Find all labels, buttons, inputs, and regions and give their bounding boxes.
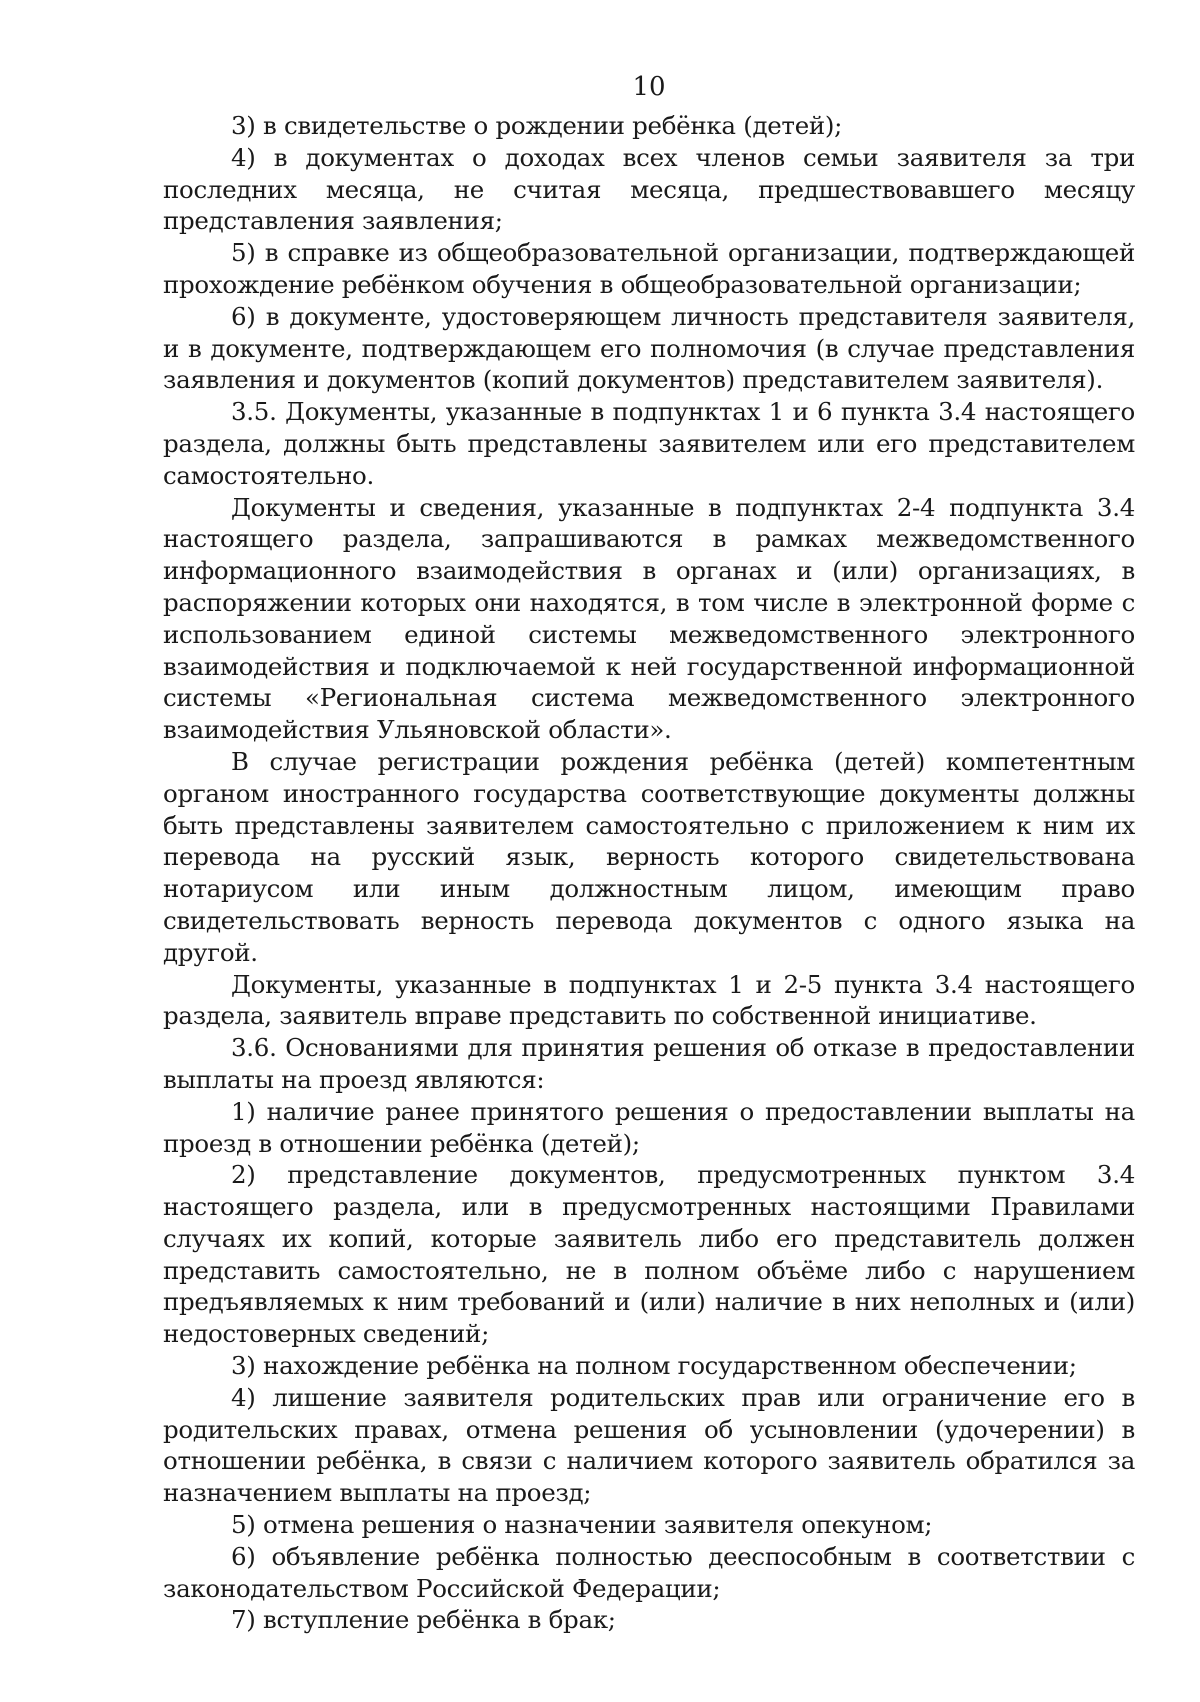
- clause-3-6: 3.6. Основаниями для принятия решения об отказе в предоставлении выплаты на проезд являются:: [163, 1033, 1135, 1094]
- refusal-ground-1: 1) наличие ранее принятого решения о предоставлении выплаты на проезд в отношении ребёнка (детей);: [163, 1096, 1135, 1158]
- list-item-4: 4) в документах о доходах всех членов семьи заявителя за три последних месяца, не считая месяца, предшествовавшего месяцу представления заявления;: [163, 142, 1135, 236]
- refusal-ground-5: 5) отмена решения о назначении заявителя опекуном;: [231, 1510, 933, 1540]
- refusal-ground-6: 6) объявление ребёнка полностью дееспособным в соответствии с законодательством Российской Федерации;: [163, 1541, 1135, 1603]
- list-item-3: 3) в свидетельстве о рождении ребёнка (детей);: [231, 111, 843, 140]
- clause-3-5: 3.5. Документы, указанные в подпунктах 1 и 6 пункта 3.4 настоящего раздела, должны быть представлены заявителем или его представителем самостоятельно.: [163, 397, 1135, 490]
- refusal-ground-4: 4) лишение заявителя родительских прав или ограничение его в родительских правах, отмена решения об усыновлении (удочерении) в отношении ребёнка, в связи с наличием которого заявитель обратился за назначением выплаты на проезд;: [163, 1382, 1135, 1508]
- paragraph-foreign-registration: В случае регистрации рождения ребёнка (детей) компетентным органом иностранного государства соответствующие документы должны быть представлены заявителем самостоятельно с приложением к ним их перевода на русский язык, верность которого свидетельствована нотариусом или иным должностным лицом, имеющим право свидетельствовать верность перевода документов с одного языка на другой.: [163, 746, 1135, 967]
- document-page: [163, 70, 1135, 1670]
- page-number: 10: [632, 72, 666, 102]
- refusal-ground-7: 7) вступление ребёнка в брак;: [231, 1605, 616, 1635]
- list-item-5: 5) в справке из общеобразовательной организации, подтверждающей прохождение ребёнком обучения в общеобразовательной организации;: [163, 238, 1135, 299]
- paragraph-own-initiative: Документы, указанные в подпунктах 1 и 2-5 пункта 3.4 настоящего раздела, заявитель вправе представить по собственной инициативе.: [163, 969, 1135, 1031]
- list-item-6: 6) в документе, удостоверяющем личность представителя заявителя, и в документе, подтверждающем его полномочия (в случае представления заявления и документов (копий документов) представителем заявителя).: [163, 301, 1135, 395]
- refusal-ground-3: 3) нахождение ребёнка на полном государственном обеспечении;: [231, 1351, 1077, 1381]
- paragraph-interagency-requests: Документы и сведения, указанные в подпунктах 2-4 подпункта 3.4 настоящего раздела, запрашиваются в рамках межведомственного информационного взаимодействия в органах и (или) организациях, в распоряжении которых они находятся, в том числе в электронной форме с использованием единой системы межведомственного электронного взаимодействия и подключаемой к ней государственной информационной системы «Региональная система межведомственного электронного взаимодействия Ульяновской области».: [163, 492, 1135, 745]
- refusal-ground-2: 2) представление документов, предусмотренных пунктом 3.4 настоящего раздела, или в предусмотренных настоящими Правилами случаях их копий, которые заявитель либо его представитель должен представить самостоятельно, не в полном объёме либо с нарушением предъявляемых к ним требований и (или) наличие в них неполных и (или) недостоверных сведений;: [163, 1160, 1135, 1349]
